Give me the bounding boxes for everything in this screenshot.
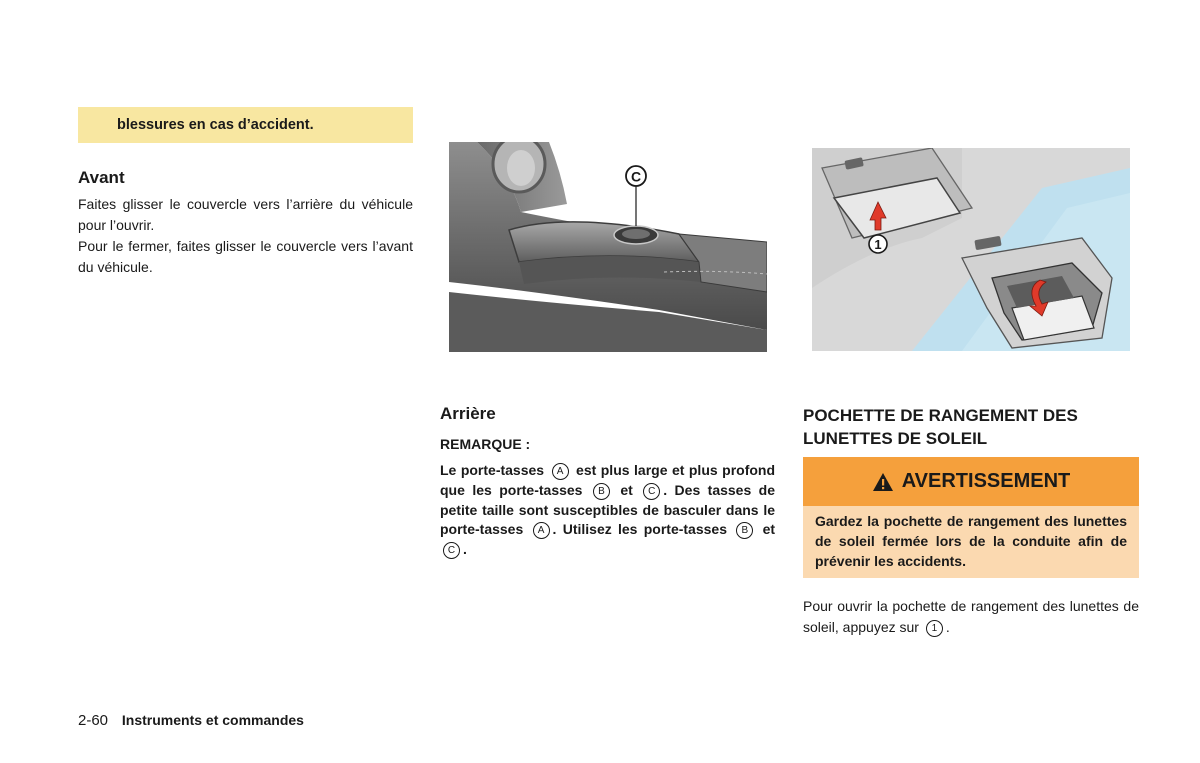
console-illustration-svg bbox=[449, 142, 767, 352]
circled-1-icon: 1 bbox=[926, 620, 943, 637]
warning-body: Gardez la pochette de rangement des lunettes de soleil fermée lors de la conduite afin de prévenir les accidents. bbox=[803, 506, 1139, 578]
circled-a-icon: A bbox=[552, 463, 569, 480]
callout-1-label: 1 bbox=[874, 237, 882, 252]
note-text-1: Le porte-tasses bbox=[440, 462, 545, 478]
callout-c-label: C bbox=[630, 168, 642, 185]
note-text-7: . bbox=[463, 541, 467, 558]
circled-b-icon: B bbox=[736, 522, 753, 539]
heading-avant: Avant bbox=[78, 168, 125, 187]
sunglasses-illustration-svg bbox=[812, 148, 1130, 351]
warning-title: AVERTISSEMENT bbox=[901, 470, 1071, 492]
warning-continuation-text: blessures en cas d’accident. bbox=[117, 117, 314, 133]
sunglasses-holder-illustration bbox=[812, 148, 1130, 351]
heading-pochette-line1: POCHETTE DE RANGEMENT DES bbox=[803, 406, 1078, 425]
circled-b-icon: B bbox=[593, 483, 610, 500]
note-text-4: . Des tasses de petite taille sont susceptibles de basculer dans le porte-tasses bbox=[440, 481, 776, 538]
heading-arriere: Arrière bbox=[440, 404, 496, 423]
circled-a-icon: A bbox=[533, 522, 550, 539]
section-title: Instruments et commandes bbox=[121, 712, 304, 728]
pochette-text-1: Pour ouvrir la pochette de rangement des lunettes de soleil, appuyez sur bbox=[803, 598, 1139, 635]
note-label: REMARQUE : bbox=[440, 436, 531, 452]
cupholder-note bbox=[440, 461, 775, 560]
note-text-6: et bbox=[762, 521, 776, 538]
note-text-2: est plus large et plus profond que les porte-tasses bbox=[440, 462, 776, 498]
paragraph-avant-close: Pour le fermer, faites glisser le couvercle vers l’avant du véhicule. bbox=[78, 238, 413, 275]
circled-c-icon: C bbox=[643, 483, 660, 500]
heading-pochette-line2: LUNETTES DE SOLEIL bbox=[803, 429, 988, 448]
paragraph-avant-open: Faites glisser le couvercle vers l’arrière du véhicule pour l’ouvrir. bbox=[78, 196, 413, 233]
note-text-5: . Utilisez les porte-tasses bbox=[552, 521, 727, 538]
console-cupholder-illustration bbox=[449, 142, 767, 352]
warning-triangle-icon bbox=[872, 472, 894, 492]
warning-header bbox=[803, 457, 1139, 506]
circled-c-icon: C bbox=[443, 542, 460, 559]
page-footer bbox=[78, 712, 304, 729]
note-text-3: et bbox=[620, 481, 633, 498]
page-number: 2-60 bbox=[78, 712, 109, 729]
heading-pochette bbox=[803, 404, 1143, 450]
paragraph-pochette-open bbox=[803, 596, 1139, 637]
warning-continuation-box bbox=[78, 107, 413, 143]
pochette-text-2: . bbox=[945, 618, 950, 635]
